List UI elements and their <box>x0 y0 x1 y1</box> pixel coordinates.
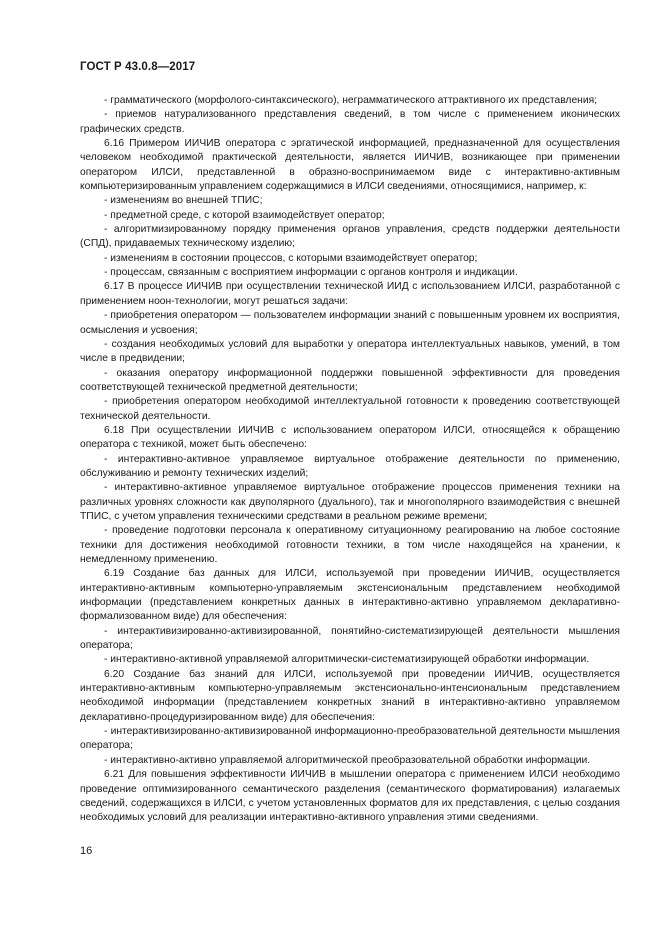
list-item: - оказания оператору информационной поддержки повышенной эффективности для проведения соответствующей технической предметной деятельности; <box>80 367 620 393</box>
list-item: - интерактивно-активное управляемое виртуальное отображение деятельности по применению, обслуживанию и ремонту технических изделий; <box>80 453 620 479</box>
list-item: - изменениям в состоянии процессов, с которыми взаимодействует оператор; <box>104 252 478 264</box>
clause-6-19: 6.19 Создание баз данных для ИЛСИ, используемой при проведении ИИЧИВ, осуществляется интерактивно-активным компьютерно-управляемым экстенсиональным представлением необходимой информации (представлением конкретных данных в интерактивно-активно управляемом декларативно-формализованном виде) для обеспечения: <box>80 568 620 623</box>
clause-6-20: 6.20 Создание баз знаний для ИЛСИ, используемой при проведении ИИЧИВ, осуществляется интерактивно-активным компьютерно-управляемым экстенсионально-интенсиональным представлением необходимой информации (представлением конкретных знаний в интерактивно-активно управляемом декларативно-процедуризированном виде) для обеспечения: <box>80 668 620 723</box>
list-item: - приемов натурализованного представления сведений, в том числе с применением иконических графических средств. <box>80 109 620 135</box>
list-item: - интерактивно-активной управляемой алгоритмически-систематизирующей обработки информации. <box>104 654 590 666</box>
list-item: - процессам, связанным с восприятием информации с органов контроля и индикации. <box>104 267 518 279</box>
clause-6-16: 6.16 Примером ИИЧИВ оператора с эргатической информацией, предназначенной для осуществления человеком необходимой практической деятельности, является ИИЧИВ, возникающее при применении оператором ИЛСИ, представленной в образно-воспринимаемом виде с интерактивно-активным компьютеризированным управлением содержащимися в ИЛСИ сведениями, относящимися, например, к: <box>80 138 620 193</box>
list-item: - интерактивизированно-активизированной информационно-преобразовательной деятельности мышления оператора; <box>80 726 620 752</box>
list-item: - проведение подготовки персонала к оперативному ситуационному реагированию на любое состояние техники для достижения необходимой готовности техники, в том числе находящейся на хранении, к немедленному применению. <box>80 525 620 565</box>
list-item: - создания необходимых условий для выработки у оператора интеллектуальных навыков, умений, в том числе в предвидении; <box>80 338 620 365</box>
list-item: - грамматического (морфолого-синтаксического), неграмматического аттрактивного их представления; <box>104 95 598 106</box>
list-item: - интерактивно-активное управляемое виртуальное отображение процессов применения техники на различных уровнях сложности как двуполярного (дуального), так и многополярного взаимодействия с внешней ТПИС, с учетом управления техническими средствами в реальном режиме времени; <box>80 482 620 522</box>
page-number: 16 <box>80 845 93 857</box>
list-item: - интерактивно-активно управляемой алгоритмической преобразовательной обработки информации. <box>104 754 591 766</box>
list-item: - интерактивизированно-активизированной, понятийно-систематизирующей деятельности мышления оператора; <box>80 625 620 652</box>
list-item: - приобретения оператором необходимой интеллектуальной готовности к проведению соответствующей технической деятельности. <box>80 396 620 422</box>
list-item: - предметной среде, с которой взаимодействует оператор; <box>104 209 385 221</box>
clause-6-17: 6.17 В процессе ИИЧИВ при осуществлении технической ИИД с использованием ИЛСИ, разработанной с применением ноон-технологии, могут решаться задачи: <box>80 281 620 307</box>
clause-6-21: 6.21 Для повышения эффективности ИИЧИВ в мышлении оператора с применением ИЛСИ необходимо проведение оптимизированного семантического разделения (семантического форматирования) излагаемых сведений, содержащихся в ИЛСИ, с учетом установленных форматов для их представления, с целью создания необходимых условий для реализации интерактивно-активного управления этими сведениями. <box>80 769 620 824</box>
clause-6-18: 6.18 При осуществлении ИИЧИВ с использованием оператором ИЛСИ, относящейся к обращению оператора с техникой, может быть обеспечено: <box>80 424 620 451</box>
list-item: - алгоритмизированному порядку применения органов управления, средств поддержки деятельности (СПД), придаваемых техническому изделию; <box>80 224 620 250</box>
document-header: ГОСТ Р 43.0.8—2017 <box>80 61 196 73</box>
document-body <box>80 94 620 826</box>
list-item: - изменениям во внешней ТПИС; <box>104 195 263 207</box>
list-item: - приобретения оператором — пользователем информации знаний с повышенным уровнем их восприятия, осмысления и усвоения; <box>80 310 620 336</box>
